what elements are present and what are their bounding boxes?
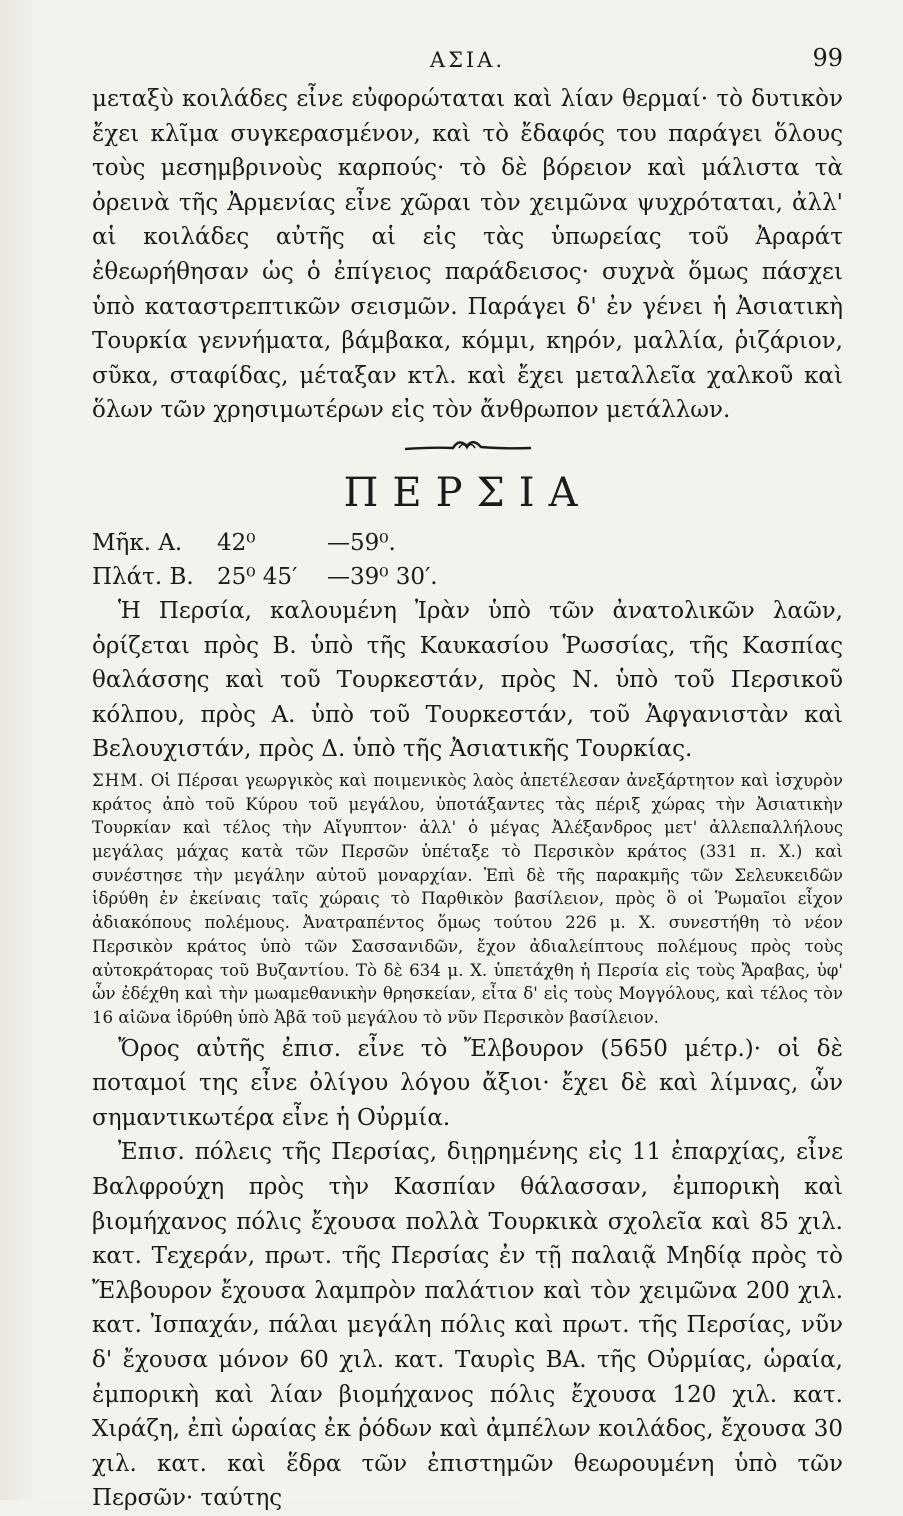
mountains-paragraph: Ὄρος αὐτῆς ἐπισ. εἶνε τὸ Ἔλβουρον (5650 μέτρ.)· οἱ δὲ ποταμοί της εἶνε ὀλίγου λόγου ἄξιοι· ἔχει δὲ καὶ λίμνας, ὧν σημαντικωτέρα εἶνε ἡ Οὐρμία. [92, 1035, 843, 1131]
coordinate-label: Πλάτ. Β. [92, 563, 194, 590]
cities-paragraph: Ἐπισ. πόλεις τῆς Περσίας, διῃρημένης εἰς 11 ἐπαρχίας, εἶνε Βαλφρούχη πρὸς τὴν Κασπίαν θάλασσαν, ἐμπορικὴ καὶ βιομήχανος πόλις ἔχουσα πολλὰ Τουρκικὰ σχολεῖα καὶ 85 χιλ. κατ. Τεχεράν, πρωτ. τῆς Περσίας ἐν τῇ παλαιᾷ Μηδίᾳ πρὸς τὸ Ἔλβουρον ἔχουσα λαμπρὸν παλάτιον καὶ τὸν χειμῶνα 200 χιλ. κατ. Ἰσπαχάν, πάλαι μεγάλη πόλις καὶ πρωτ. τῆς Περσίας, νῦν δ' ἔχουσα μόνον 60 χιλ. κατ. Ταυρὶς ΒΑ. τῆς Οὐρμίας, ὡραία, ἐμπορικὴ καὶ λίαν βιομήχανος πόλις ἔχουσα 120 χιλ. κατ. Χιράζη, ἐπὶ ὡραίας ἐκ ῥόδων καὶ ἀμπέλων κοιλάδος, ἔχουσα 30 χιλ. κατ. καὶ ἕδρα τῶν ἐπιστημῶν θεωρουμένη ὑπὸ τῶν Περσῶν· ταύτης [92, 1139, 843, 1512]
coordinate-label: Μῆκ. Α. [92, 529, 183, 556]
boundaries-paragraph: Ἡ Περσία, καλουμένη Ἰρὰν ὑπὸ τῶν ἀνατολικῶν λαῶν, ὁρίζεται πρὸς Β. ὑπὸ τῆς Καυκασίου Ῥωσσίας, τῆς Κασπίας θαλάσσης καὶ τοῦ Τουρκεστάν, πρὸς Ν. ὑπὸ τοῦ Περσικοῦ κόλπου, πρὸς Α. ὑπὸ τοῦ Τουρκεστάν, τοῦ Ἀφγανιστὰν καὶ Βελουχιστάν, πρὸς Δ. ὑπὸ τῆς Ἀσιατικῆς Τουρκίας. [92, 597, 843, 763]
coordinate-row-longitude [92, 526, 843, 560]
coordinate-to: —39⁰ 30′. [327, 563, 438, 590]
intro-paragraph: μεταξὺ κοιλάδες εἶνε εὐφορώταται καὶ λίαν θερμαί· τὸ δυτικὸν ἔχει κλῖμα συγκερασμένον, καὶ τὸ ἔδαφός του παράγει ὅλους τοὺς μεσημβρινοὺς καρπούς· τὸ δὲ βόρειον καὶ μάλιστα τὰ ὀρεινὰ τῆς Ἀρμενίας εἶνε χῶραι τὸν χειμῶνα ψυχρόταται, ἀλλ' αἱ κοιλάδες αὐτῆς αἱ εἰς τὰς ὑπωρείας τοῦ Ἀραράτ ἐθεωρήθησαν ὡς ὁ ἐπίγειος παράδεισος· συχνὰ ὅμως πάσχει ὑπὸ καταστρεπτικῶν σεισμῶν. Παράγει δ' ἐν γένει ἡ Ἀσιατικὴ Τουρκία γεννήματα, βάμβακα, κόμμι, κηρόν, μαλλία, ῥιζάριον, σῦκα, σταφίδας, μέταξαν κτλ. καὶ ἔχει μεταλλεῖα χαλκοῦ καὶ ὅλων τῶν χρησιμωτέρων εἰς τὸν ἄνθρωπον μετάλλων. [92, 86, 843, 424]
coordinate-from: 42⁰ [217, 529, 256, 556]
note-lead: ΣΗΜ. [92, 770, 145, 790]
note-text: Οἱ Πέρσαι γεωργικὸς καὶ ποιμενικὸς λαὸς ἀπετέλεσαν ἀνεξάρτητον καὶ ἰσχυρὸν κράτος ἀπὸ τοῦ Κύρου τοῦ μεγάλου, ὑποτάξαντες τὰς πέριξ χώρας τὴν Ἀσιατικὴν Τουρκίαν καὶ τέλος τὴν Αἴγυπτον· ἀλλ' ὁ μέγας Ἀλέξανδρος μετ' ἀλλεπαλλήλους μεγάλας μάχας κατὰ τῶν Περσῶν ὑπέταξε τὸ Περσικὸν κράτος (331 π. Χ.) καὶ συνέστησε τὴν μεγάλην αὐτοῦ μοναρχίαν. Ἐπὶ δὲ τῆς παρακμῆς τῶν Σελευκειδῶν ἱδρύθη ἐν ἐκείναις ταῖς χώραις τὸ Παρθικὸν βασίλειον, πρὸς ὃ οἱ Ῥωμαῖοι εἶχον ἀδιακόπους πολέμους. Ἀνατραπέντος ὅμως τούτου 226 μ. Χ. συνεστήθη τὸ νέον Περσικὸν κράτος ὑπὸ τῶν Σασσανιδῶν, ἔχον ἀδιαλείπτους πολέμους πρὸς τοὺς αὐτοκράτορας τοῦ Βυζαντίου. Τὸ δὲ 634 μ. Χ. ὑπετάχθη ἡ Περσία εἰς τοὺς Ἄραβας, ὑφ' ὧν ἐδέχθη καὶ τὴν μωαμεθανικὴν θρησκείαν, εἶτα δ' εἰς τοὺς Μογγόλους, καὶ τέλος τὸν 16 αἰῶνα ἱδρύθη ὑπὸ Ἀβᾶ τοῦ μεγάλου τὸ νῦν Περσικὸν βασίλειον. [92, 770, 843, 1027]
page-number: 99 [812, 44, 843, 72]
coordinate-row-latitude [92, 560, 843, 594]
section-title: ΠΕΡΣΙΑ [343, 469, 592, 516]
coordinate-from: 25⁰ 45′ [217, 563, 298, 590]
running-title: ΑΣΙΑ. [429, 48, 506, 72]
coordinates-block [92, 526, 843, 594]
section-ornament [92, 434, 843, 462]
coordinate-to: —59⁰. [327, 529, 396, 556]
ornament-flourish-icon [403, 434, 533, 458]
running-head [92, 36, 843, 82]
historical-note [92, 769, 843, 1030]
